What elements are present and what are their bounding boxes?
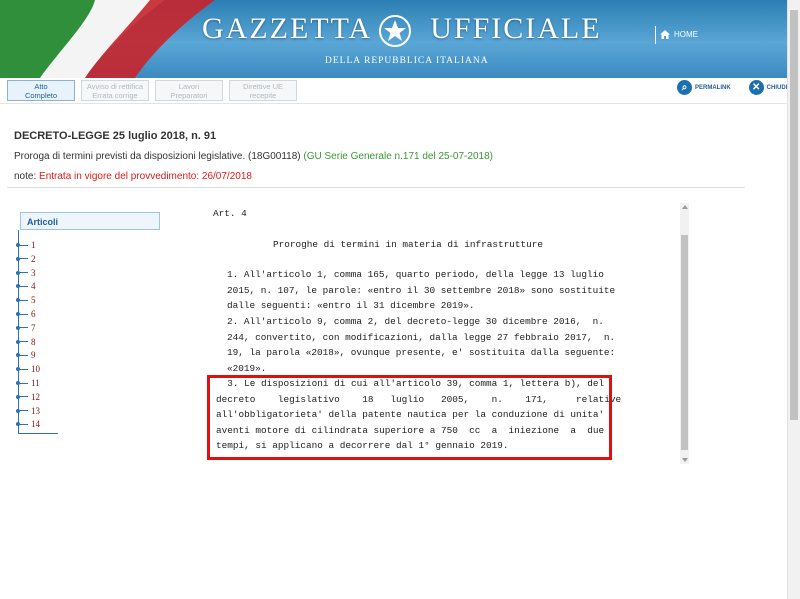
close-label: CHIUDI [766,84,788,91]
note-prefix: note: [14,171,37,182]
tab-label-line1: Direttive UE [242,82,283,91]
italian-flag-waves [0,0,220,78]
tree-node-icon [16,395,20,399]
article-paragraph-2: 2. All'articolo 9, comma 2, del decreto-legge 30 dicembre 2016, n. 244, convertito, con modificazioni, dalla legge 27 febbraio 2017, n. 19, la parola «2018», ovunque presente, e' sostituita dalla seguente: «2019». [227,316,616,374]
tab-direttive-ue[interactable] [229,80,297,101]
page-scrollbar-thumb[interactable] [790,10,798,420]
tree-node-icon [16,367,20,371]
note-text: Entrata in vigore del provvedimento: 26/07/2018 [39,171,252,182]
page-scrollbar[interactable] [787,0,800,599]
tree-line [18,433,58,434]
tree-node-icon [16,422,20,426]
permalink-icon: ⌕ [677,80,692,95]
article-link-label: 7 [31,322,36,333]
article-link[interactable] [11,294,36,306]
article-link-label: 3 [31,267,36,278]
tab-label-line1: Avviso di rettifica [86,82,144,91]
site-subtitle: DELLA REPUBBLICA ITALIANA [325,56,489,66]
article-link[interactable] [11,308,36,320]
article-link[interactable] [11,239,36,251]
tab-label-line1: Lavori [178,82,200,91]
tab-label-line1: Atto [34,82,48,91]
scroll-up-icon[interactable] [682,205,688,209]
article-link-label: 5 [31,295,36,306]
article-link[interactable] [11,349,36,361]
article-scrollbar-thumb[interactable] [681,235,688,450]
tab-lavori-preparatori[interactable] [155,80,223,101]
tree-node-icon [16,284,20,288]
article-link[interactable] [11,253,36,265]
tab-avviso-rettifica[interactable] [81,80,149,101]
article-link-label: 14 [31,419,40,430]
article-link[interactable] [11,280,36,292]
article-link-label: 4 [31,281,36,292]
republic-emblem-icon [378,14,412,48]
article-link[interactable] [11,363,40,375]
tree-node-icon [16,353,20,357]
article-paragraph-1: 1. All'articolo 1, comma 165, quarto periodo, della legge 13 luglio 2015, n. 107, le parole: «entro il 30 settembre 2018» sono sostituite dalle seguenti: «entro il 31 dicembre 2019». [227,269,616,312]
gu-reference-link[interactable]: (GU Serie Generale n.171 del 25-07-2018) [303,151,493,162]
document-description [14,151,493,162]
article-link[interactable] [11,405,40,417]
tree-node-icon [16,409,20,413]
article-number: Art. 4 [213,208,247,219]
title-gazzetta: GAZZETTA [202,12,373,45]
description-text: Proroga di termini previsti da disposizioni legislative. (18G00118) [14,151,301,162]
article-link-label: 1 [31,240,36,250]
article-link[interactable] [11,322,36,334]
article-paragraph-3: 3. Le disposizioni di cui all'articolo 39, comma 1, lettera b), del decreto legislativo 18 luglio 2005, n. 171, relative all'obbligatorieta' della patente nautica per la conduzione di unita' aventi motore di cilindrata superiore a 750 cc a iniezione a due tempi, si applicano a decorrere dal 1° gennaio 2019. [216,378,622,452]
home-label: HOME [674,30,698,39]
permalink-label: PERMALINK [695,84,731,91]
article-link-label: 13 [31,405,40,416]
tree-node-icon [16,243,20,247]
document-note [14,171,252,182]
article-link-label: 12 [31,391,40,402]
document-title: DECRETO-LEGGE 25 luglio 2018, n. 91 [14,130,217,142]
tab-label-line2: recepite [249,91,277,100]
article-link-label: 6 [31,309,36,319]
tree-node-icon [16,340,20,344]
permalink-button[interactable] [677,80,731,95]
article-link-label: 11 [31,378,40,388]
tab-label-line2: Errata corrige [92,91,138,100]
tree-node-icon [16,312,20,316]
site-header [0,0,788,78]
tree-node-icon [16,298,20,302]
tree-node-icon [16,381,20,385]
article-link[interactable] [11,267,36,279]
tree-node-icon [16,326,20,330]
close-icon: ✕ [749,80,764,95]
article-link-label: 2 [31,253,36,264]
article-link-label: 9 [31,350,36,361]
divider [0,103,788,104]
home-link[interactable] [660,30,698,39]
tree-node-icon [16,257,20,261]
article-viewer [175,203,680,464]
scroll-down-icon[interactable] [682,458,688,462]
article-scrollbar[interactable] [680,203,689,464]
close-button[interactable] [749,80,788,95]
house-icon [660,30,670,39]
document-tabs [7,80,297,101]
tab-atto-completo[interactable] [7,80,75,101]
article-link[interactable] [11,418,40,430]
title-ufficiale: UFFICIALE [430,12,602,45]
document-tools [677,80,787,95]
article-link[interactable] [11,336,36,348]
article-link[interactable] [11,391,40,403]
article-link-label: 10 [31,364,40,375]
article-title: Proroghe di termini in materia di infrastrutture [273,239,544,250]
article-link-label: 8 [31,336,36,347]
tab-label-line2: Preparatori [170,91,208,100]
tab-label-line2: Completo [24,91,58,100]
divider [7,187,745,188]
article-link[interactable] [11,377,40,389]
articles-heading: Articoli [20,212,160,230]
tree-node-icon [16,271,20,275]
